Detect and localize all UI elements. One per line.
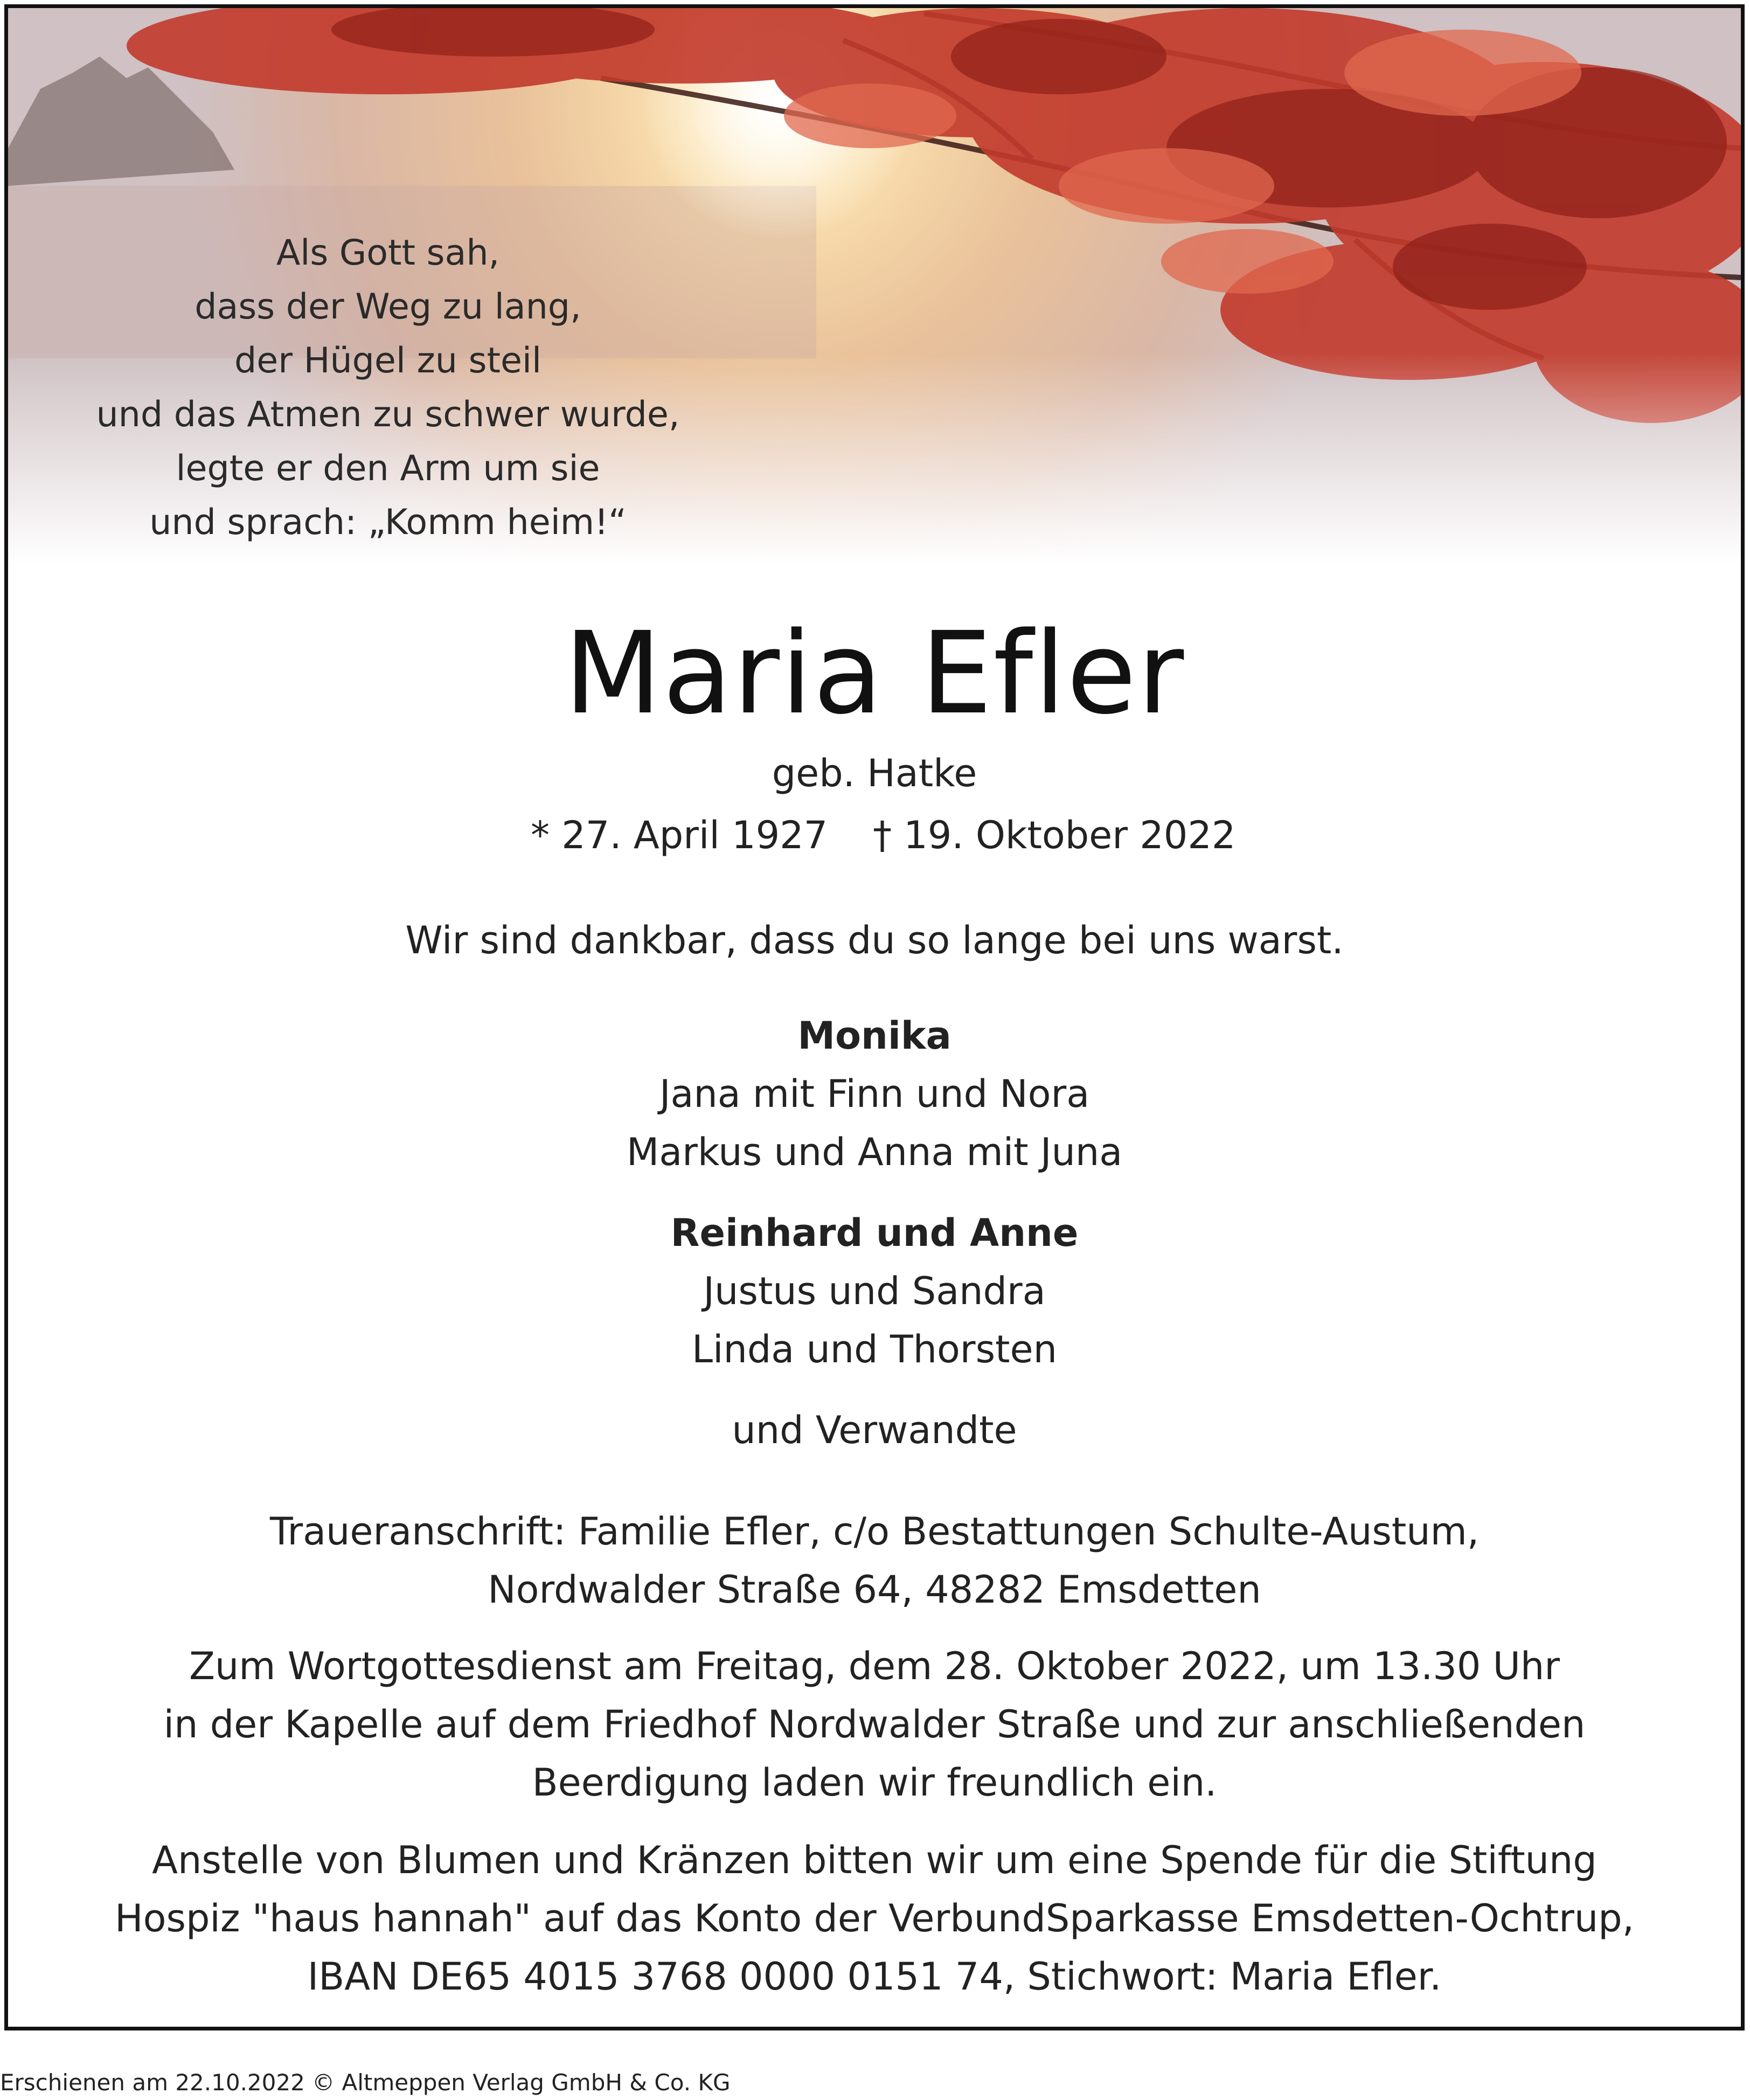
service-line: Beerdigung laden wir freundlich ein. — [532, 1761, 1217, 1805]
family-line: Justus und Sandra — [703, 1269, 1046, 1313]
poem-line: und sprach: „Komm heim!“ — [149, 502, 627, 543]
life-dates — [8, 811, 1741, 860]
service-line: in der Kapelle auf dem Friedhof Nordwalder Straße und zur anschließenden — [163, 1702, 1586, 1746]
gratitude-message: Wir sind dankbar, dass du so lange bei uns warst. — [405, 918, 1344, 962]
obituary-notice — [4, 4, 1745, 2030]
poem-line: und das Atmen zu schwer wurde, — [96, 394, 680, 435]
poem-line: legte er den Arm um sie — [176, 448, 600, 489]
birth-name: geb. Hatke — [772, 751, 977, 795]
poem-line: dass der Weg zu lang, — [195, 287, 581, 327]
death-date: † 19. Oktober 2022 — [873, 813, 1236, 857]
birth-date: * 27. April 1927 — [531, 813, 828, 857]
family-line: Markus und Anna mit Juna — [626, 1130, 1123, 1174]
donation-line: Hospiz "haus hannah" auf das Konto der VerbundSparkasse Emsdetten-Ochtrup, — [115, 1896, 1634, 1940]
donation-line: Anstelle von Blumen und Kränzen bitten wir um eine Spende für die Stiftung — [152, 1838, 1597, 1882]
relatives-line: und Verwandte — [732, 1408, 1017, 1452]
family-group-1-head: Monika — [797, 1014, 952, 1058]
family-line: Linda und Thorsten — [692, 1327, 1057, 1371]
poem-line: Als Gott sah, — [276, 233, 500, 273]
service-line: Zum Wortgottesdienst am Freitag, dem 28. Oktober 2022, um 13.30 Uhr — [189, 1644, 1560, 1688]
donation-line: IBAN DE65 4015 3768 0000 0151 74, Stichwort: Maria Efler. — [307, 1955, 1442, 1999]
family-line: Jana mit Finn und Nora — [659, 1072, 1090, 1116]
address-line: Traueranschrift: Familie Efler, c/o Bestattungen Schulte-Austum, — [269, 1509, 1480, 1554]
poem — [30, 226, 746, 550]
publication-footer: Erschienen am 22.10.2022 © Altmeppen Verlag GmbH & Co. KG — [0, 2069, 731, 2096]
family-group-2-head: Reinhard und Anne — [670, 1211, 1079, 1255]
poem-line: der Hügel zu steil — [234, 341, 542, 381]
address-line: Nordwalder Straße 64, 48282 Emsdetten — [488, 1568, 1261, 1612]
deceased-name: Maria Efler — [564, 607, 1185, 739]
